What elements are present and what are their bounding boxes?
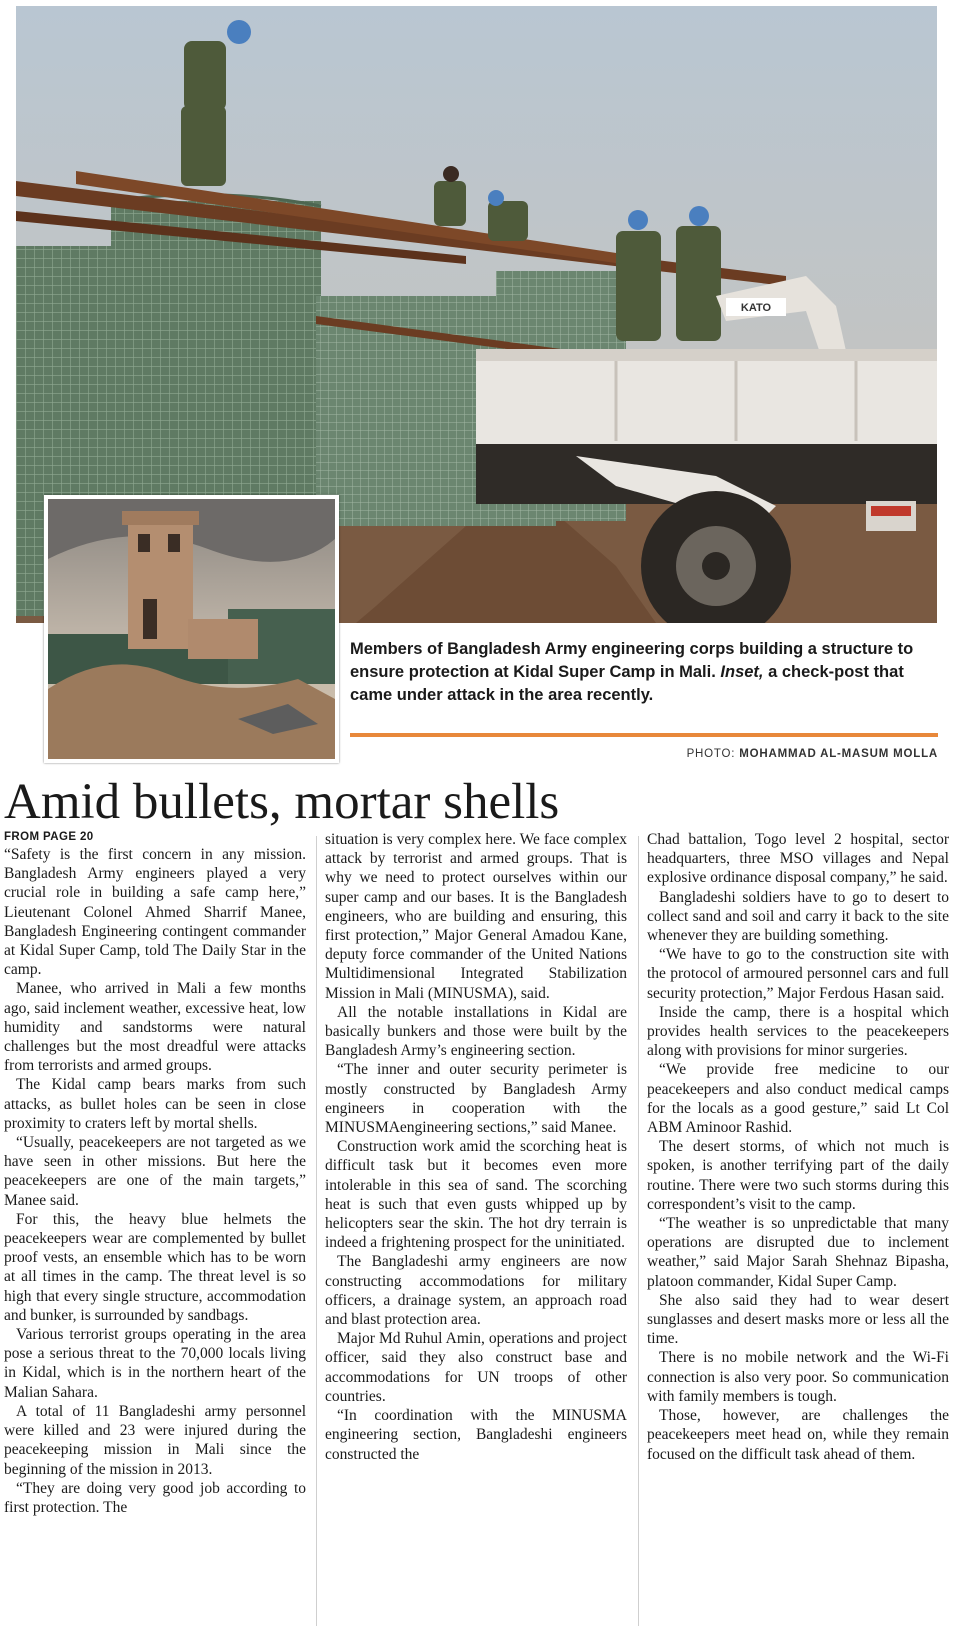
inset-photo xyxy=(44,495,339,763)
paragraph: The Kidal camp bears marks from such attacks, as bullet holes can be seen in close proximity to craters left by mortal shells. xyxy=(4,1076,306,1132)
caption-main: Members of Bangladesh Army engineering corps building a structure to ensure protection at Kidal Super Camp in Mali. xyxy=(350,640,914,681)
article-column-1 xyxy=(4,830,306,1630)
paragraph: Manee, who arrived in Mali a few months ago, said inclement weather, excessive heat, low humidity and sandstorms were natural challenges but the most dreadful were attacks from terrorists and armed groups. xyxy=(4,980,306,1075)
paragraph: “They are doing very good job according to first protection. The xyxy=(4,1479,306,1516)
paragraph: There is no mobile network and the Wi-Fi connection is also very poor. So communication with family members is tough. xyxy=(647,1349,949,1405)
paragraph: For this, the heavy blue helmets the peacekeepers wear are complemented by bullet proof vests, an ensemble which has to be worn at all times in the camp. The threat level is so high that every single structure, accommodation and bunker, is surrounded by sandbags. xyxy=(4,1210,306,1324)
article-headline: Amid bullets, mortar shells xyxy=(4,774,560,830)
paragraph: Chad battalion, Togo level 2 hospital, sector headquarters, three MSO villages and Nepal explosive ordinance disposal company,” he said. xyxy=(647,831,949,887)
truck-badge-text: KATO xyxy=(740,302,772,314)
photo-credit-name: MOHAMMAD AL-MASUM MOLLA xyxy=(739,748,938,760)
paragraph: She also said they had to wear desert sunglasses and desert masks more or less all the time. xyxy=(647,1291,949,1348)
paragraph: Those, however, are challenges the peacekeepers meet head on, while they remain focused on the difficult task ahead of them. xyxy=(647,1407,949,1463)
paragraph: “Usually, peacekeepers are not targeted as we have seen in other missions. But here the peacekeepers are one of the main targets,” Manee said. xyxy=(4,1134,306,1209)
column-divider xyxy=(638,836,639,1626)
paragraph: “In coordination with the MINUSMA engineering section, Bangladeshi engineers constructed the xyxy=(325,1407,627,1463)
caption-rule xyxy=(350,733,938,737)
paragraph: A total of 11 Bangladeshi army personnel were killed and 23 were injured during the peacekeeping mission in Mali since the beginning of the mission in 2013. xyxy=(4,1402,306,1478)
photo-caption xyxy=(350,638,940,707)
caption-inset-word: Inset, xyxy=(720,663,764,681)
paragraph: All the notable installations in Kidal are basically bunkers and those were built by the Bangladesh Army’s engineering section. xyxy=(325,1003,627,1060)
paragraph: “Safety is the first concern in any mission. Bangladesh Army engineers played a very crucial role in building a safe camp here,” Lieutenant Colonel Ahmed Sharrif Manee, Bangladesh Engineering contingent commander at Kidal Super Camp, told The Daily Star in the camp. xyxy=(4,846,306,979)
from-page-label: FROM PAGE 20 xyxy=(4,831,94,843)
paragraph: The Bangladeshi army engineers are now constructing accommodations for military officers, a drainage system, an approach road and blast protection area. xyxy=(325,1253,627,1329)
paragraph: Various terrorist groups operating in the area pose a serious threat to the 70,000 locals living in Kidal, which is in the northern heart of the Malian Sahara. xyxy=(4,1326,306,1401)
photo-credit xyxy=(350,748,938,760)
paragraph: Bangladeshi soldiers have to go to desert to collect sand and soil and carry it back to the site whenever they are building something. xyxy=(647,888,949,945)
paragraph: “The inner and outer security perimeter is mostly constructed by Bangladesh Army engineers in cooperation with the MINUSMAengineering sections,” said Manee. xyxy=(325,1061,627,1137)
photo-credit-label: PHOTO: xyxy=(686,748,736,760)
paragraph: Construction work amid the scorching heat is difficult task but it becomes even more intolerable in this sea of sand. The scorching heat is such that even gusts whipped up by helicopters sear the skin. The hot dry terrain is indeed a frightening prospect for the uninitiated. xyxy=(325,1138,627,1252)
column-divider xyxy=(316,836,317,1626)
caption-rest: a check-post that came under attack in the area recently. xyxy=(350,663,904,704)
article-column-3 xyxy=(647,830,949,1630)
paragraph: Major Md Ruhul Amin, operations and project officer, said they also construct base and accommodations for UN troops of other countries. xyxy=(325,1330,627,1405)
paragraph: situation is very complex here. We face complex attack by terrorist and armed groups. That is why we need to protect ourselves within our super camp and our bases. It is the Bangladesh engineers, who are building and ensuring, this first protection,” Major General Amadou Kane, deputy force commander of the United Nations Multidimensional Integrated Stabilization Mission in Mali (MINUSMA), said. xyxy=(325,831,627,1002)
paragraph: “We have to go to the construction site with the protocol of armoured personnel cars and full security protection,” Major Ferdous Hasan said. xyxy=(647,946,949,1002)
paragraph: “We provide free medicine to our peacekeepers and also conduct medical camps for the locals as a good gesture,” said Lt Col ABM Aminoor Rashid. xyxy=(647,1061,949,1137)
article-column-2 xyxy=(325,830,627,1630)
paragraph: Inside the camp, there is a hospital which provides health services to the peacekeepers along with provisions for minor surgeries. xyxy=(647,1003,949,1060)
inset-photo-illustration xyxy=(48,499,335,759)
paragraph: “The weather is so unpredictable that many operations are disrupted due to inclement weather,” said Major Sarah Shehnaz Bipasha, platoon commander, Kidal Super Camp. xyxy=(647,1215,949,1290)
paragraph: The desert storms, of which not much is spoken, is another terrifying part of the daily routine. There were two such storms during this correspondent’s visit to the camp. xyxy=(647,1138,949,1213)
